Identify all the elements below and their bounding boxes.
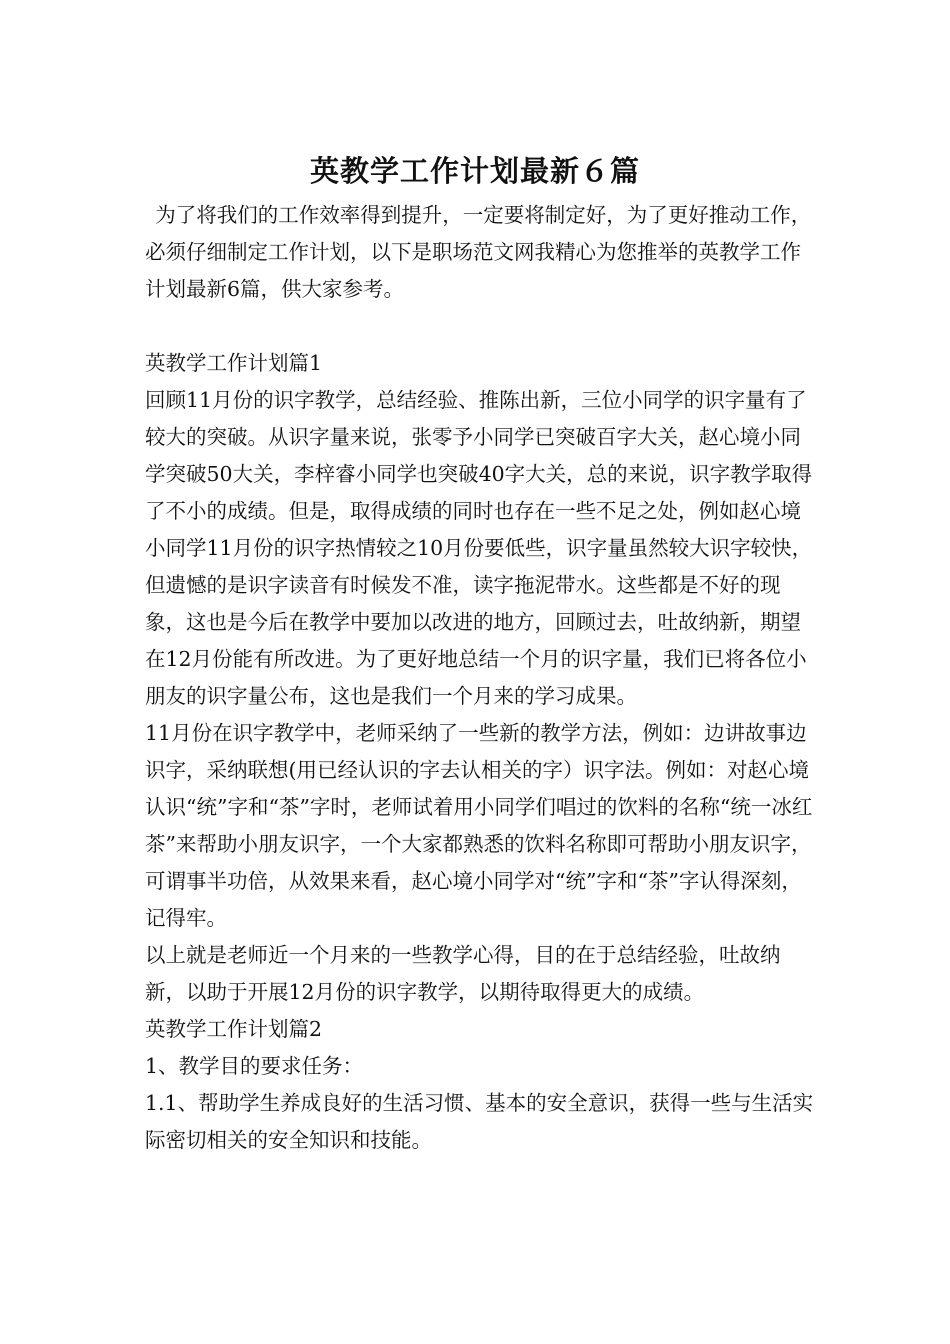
paragraph-spacer <box>145 308 815 345</box>
section2-paragraph-1: 1、教学目的要求任务： <box>145 1054 364 1078</box>
document-title: 英教学工作计划最新６篇 <box>309 154 640 189</box>
intro-paragraph: 为了将我们的工作效率得到提升，一定要将制定好，为了更好推动工作，必须仔细制定工作计划，以下是职场范文网我精心为您推举的英教学工作计划最新6篇，供大家参考。 <box>145 203 812 301</box>
section1-paragraph-2: 11月份在识字教学中，老师采纳了一些新的教学方法，例如：边讲故事边识字，采纳联想(用已经认识的字去认相关的字）识字法。例如：对赵心境认识“统”字和“茶”字时，老师试着用小同学们唱过的饮料的名称“统一冰红茶”来帮助小朋友识字，一个大家都熟悉的饮料名称即可帮助小朋友识字，可谓事半功倍，从效果来看，赵心境小同学对“统”字和“茶”字认得深刻，记得牢。 <box>145 721 813 930</box>
section-heading-2: 英教学工作计划篇2 <box>145 1017 323 1041</box>
section1-paragraph-1: 回顾11月份的识字教学，总结经验、推陈出新，三位小同学的识字量有了较大的突破。从识字量来说，张零予小同学已突破百字大关，赵心境小同学突破50大关，李梓睿小同学也突破40字大关，总的来说，识字教学取得了不小的成绩。但是，取得成绩的同时也存在一些不足之处，例如赵心境小同学11月份的识字热情较之10月份要低些，识字量虽然较大识字较快，但遗憾的是识字读音有时候发不准，读字拖泥带水。这些都是不好的现象，这也是今后在教学中要加以改进的地方，回顾过去，吐故纳新，期望在12月份能有所改进。为了更好地总结一个月的识字量，我们已将各位小朋友的识字量公布，这也是我们一个月来的学习成果。 <box>145 388 813 708</box>
document-body <box>145 197 815 1159</box>
section1-paragraph-3: 以上就是老师近一个月来的一些教学心得，目的在于总结经验，吐故纳新，以助于开展12月份的识字教学，以期待取得更大的成绩。 <box>145 943 781 1004</box>
section-heading-1: 英教学工作计划篇1 <box>145 351 323 375</box>
section2-paragraph-2: 1.1、帮助学生养成良好的生活习惯、基本的安全意识，获得一些与生活实际密切相关的安全知识和技能。 <box>145 1091 814 1152</box>
